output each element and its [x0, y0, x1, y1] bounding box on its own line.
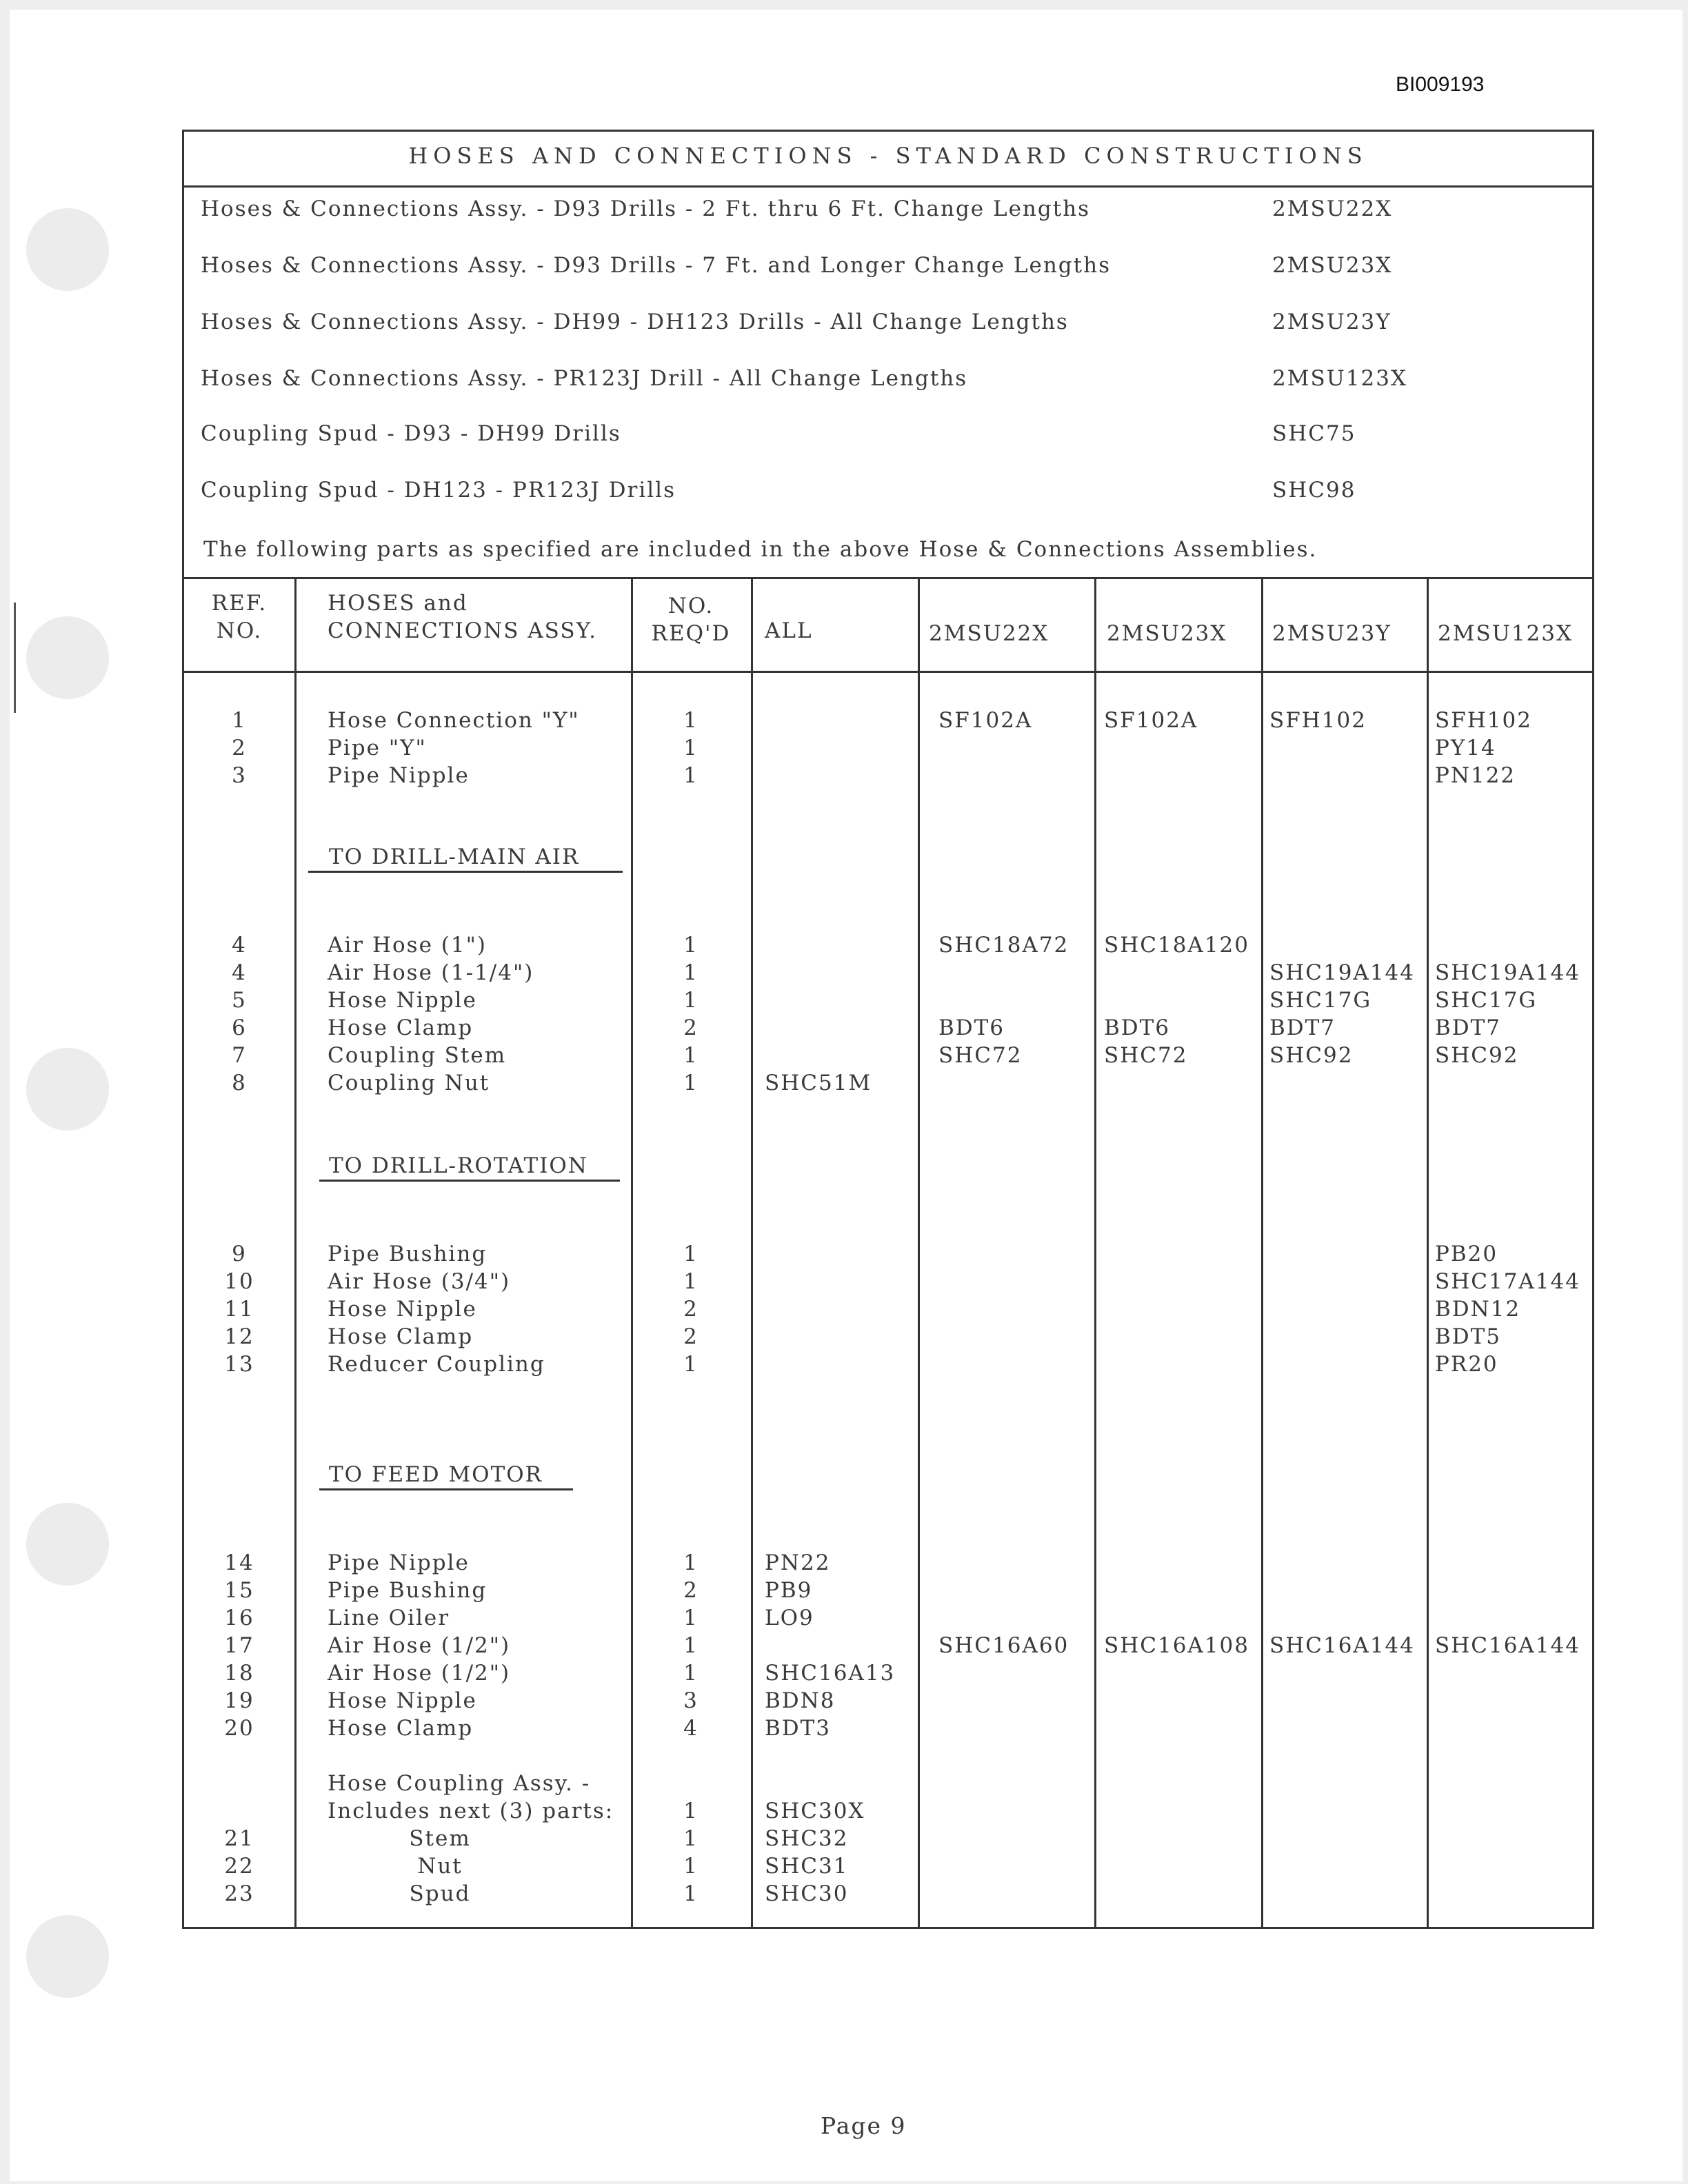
part-number-all: SHC31 — [765, 1854, 849, 1879]
ref-number: 17 — [224, 1633, 254, 1658]
ref-number: 10 — [224, 1269, 254, 1294]
ref-number: 8 — [232, 1071, 247, 1095]
part-number-c1: SHC18A72 — [938, 933, 1069, 958]
section-underline — [319, 1488, 573, 1490]
part-name: Coupling Nut — [328, 1071, 490, 1095]
ref-number: 6 — [232, 1015, 247, 1040]
header-2msu23x: 2MSU23X — [1107, 621, 1227, 646]
header-ref-no — [184, 589, 294, 645]
ref-number: 5 — [232, 988, 247, 1013]
part-number-all: SHC16A13 — [765, 1661, 896, 1686]
qty-required: 1 — [683, 736, 699, 760]
column-divider — [751, 577, 753, 1927]
part-name: Air Hose (1") — [328, 933, 487, 958]
qty-required: 1 — [683, 1826, 699, 1851]
column-divider — [918, 577, 920, 1927]
part-number-c1: SHC16A60 — [938, 1633, 1069, 1658]
part-name: Pipe Nipple — [328, 1550, 470, 1575]
part-name: Nut — [417, 1854, 463, 1879]
punch-hole-3 — [26, 1048, 109, 1131]
part-number-c3: SHC16A144 — [1269, 1633, 1415, 1658]
ref-number: 20 — [224, 1716, 254, 1741]
part-number-c4: SHC17A144 — [1435, 1269, 1580, 1294]
part-number-c4: BDT5 — [1435, 1324, 1502, 1349]
ref-number: 12 — [224, 1324, 254, 1349]
part-name: Reducer Coupling — [328, 1352, 545, 1377]
ref-number: 13 — [224, 1352, 254, 1377]
part-number-all: BDT3 — [765, 1716, 832, 1741]
header-2msu23y: 2MSU23Y — [1272, 621, 1391, 646]
part-number-c4: SHC19A144 — [1435, 960, 1580, 985]
part-number-c4: SHC92 — [1435, 1043, 1519, 1068]
qty-required: 1 — [683, 988, 699, 1013]
ref-number: 1 — [232, 708, 247, 733]
part-number-all: BDN8 — [765, 1688, 836, 1713]
part-number-all: PN22 — [765, 1550, 831, 1575]
part-name: Air Hose (3/4") — [328, 1269, 511, 1294]
ref-number: 19 — [224, 1688, 254, 1713]
part-name: Line Oiler — [328, 1606, 450, 1630]
title-divider — [184, 185, 1592, 188]
parts-table-frame — [182, 130, 1594, 1929]
qty-required: 2 — [683, 1297, 699, 1322]
header-ref-line1: REF. — [211, 591, 268, 616]
ref-number: 4 — [232, 933, 247, 958]
part-number-c2: SHC18A120 — [1104, 933, 1249, 958]
header-assembly — [328, 589, 597, 645]
qty-required: 3 — [683, 1688, 699, 1713]
assembly-code: SHC75 — [1272, 421, 1356, 446]
qty-required: 1 — [683, 1071, 699, 1095]
qty-required: 1 — [683, 1352, 699, 1377]
part-number-c4: BDN12 — [1435, 1297, 1521, 1322]
header-qty-line2: REQ'D — [651, 621, 731, 646]
part-number-c1: SF102A — [938, 708, 1033, 733]
part-name: Hose Connection "Y" — [328, 708, 580, 733]
part-name: Includes next (3) parts: — [328, 1799, 614, 1823]
qty-required: 1 — [683, 1606, 699, 1630]
ref-number: 15 — [224, 1578, 254, 1603]
page-number: Page 9 — [821, 2112, 907, 2139]
part-number-all: SHC32 — [765, 1826, 849, 1851]
assembly-code: 2MSU23Y — [1272, 310, 1391, 334]
qty-required: 2 — [683, 1324, 699, 1349]
assembly-description: Hoses & Connections Assy. - DH99 - DH123 Drills - All Change Lengths — [201, 310, 1069, 334]
part-number-all: SHC30 — [765, 1881, 849, 1906]
part-name: Pipe Nipple — [328, 763, 470, 788]
document-id: BI009193 — [1396, 73, 1485, 96]
part-number-c4: PY14 — [1435, 736, 1496, 760]
part-number-c3: BDT7 — [1269, 1015, 1336, 1040]
qty-required: 1 — [683, 1881, 699, 1906]
part-number-c2: BDT6 — [1104, 1015, 1171, 1040]
header-divider — [184, 671, 1592, 673]
header-qty-line1: NO. — [667, 594, 714, 618]
ref-number: 3 — [232, 763, 247, 788]
ref-number: 18 — [224, 1661, 254, 1686]
section-heading-main-air: TO DRILL-MAIN AIR — [329, 845, 580, 869]
qty-required: 1 — [683, 1661, 699, 1686]
part-number-c3: SFH102 — [1269, 708, 1367, 733]
part-name: Hose Clamp — [328, 1324, 474, 1349]
ref-number: 11 — [224, 1297, 254, 1322]
assembly-description: Hoses & Connections Assy. - D93 Drills - 2 Ft. thru 6 Ft. Change Lengths — [201, 196, 1091, 221]
qty-required: 1 — [683, 1043, 699, 1068]
part-number-c3: SHC17G — [1269, 988, 1372, 1013]
header-assy-line2: CONNECTIONS ASSY. — [328, 618, 597, 643]
part-number-c4: BDT7 — [1435, 1015, 1502, 1040]
part-number-all: PB9 — [765, 1578, 813, 1603]
ref-number: 21 — [224, 1826, 254, 1851]
assembly-code: 2MSU123X — [1272, 366, 1408, 391]
header-qty — [631, 592, 751, 647]
section-heading-feed-motor: TO FEED MOTOR — [329, 1462, 543, 1487]
assembly-description: Coupling Spud - D93 - DH99 Drills — [201, 421, 621, 446]
part-number-c4: SHC17G — [1435, 988, 1538, 1013]
part-name: Spud — [409, 1881, 471, 1906]
part-number-c4: PN122 — [1435, 763, 1516, 788]
ref-number: 7 — [232, 1043, 247, 1068]
ref-number: 9 — [232, 1242, 247, 1266]
qty-required: 1 — [683, 933, 699, 958]
part-number-c4: PR20 — [1435, 1352, 1498, 1377]
part-number-all: SHC30X — [765, 1799, 865, 1823]
part-name: Air Hose (1/2") — [328, 1633, 511, 1658]
column-divider — [294, 577, 297, 1927]
part-name: Hose Coupling Assy. - — [328, 1771, 591, 1796]
parts-grid-top-border — [184, 577, 1592, 579]
binding-mark — [14, 603, 16, 713]
section-heading-rotation: TO DRILL-ROTATION — [329, 1153, 588, 1178]
column-divider — [1094, 577, 1096, 1927]
part-name: Air Hose (1-1/4") — [328, 960, 534, 985]
part-name: Hose Clamp — [328, 1015, 474, 1040]
punch-hole-1 — [26, 208, 109, 291]
header-2msu22x: 2MSU22X — [929, 621, 1049, 646]
part-name: Air Hose (1/2") — [328, 1661, 511, 1686]
qty-required: 1 — [683, 763, 699, 788]
column-divider — [1261, 577, 1263, 1927]
assembly-code: SHC98 — [1272, 478, 1356, 503]
ref-number: 23 — [224, 1881, 254, 1906]
assembly-description: Hoses & Connections Assy. - PR123J Drill - All Change Lengths — [201, 366, 968, 391]
part-name: Pipe "Y" — [328, 736, 427, 760]
section-underline — [319, 1180, 620, 1182]
qty-required: 2 — [683, 1015, 699, 1040]
part-number-c3: SHC92 — [1269, 1043, 1354, 1068]
part-name: Pipe Bushing — [328, 1242, 488, 1266]
part-number-c2: SF102A — [1104, 708, 1198, 733]
part-number-c3: SHC19A144 — [1269, 960, 1415, 985]
qty-required: 1 — [683, 1633, 699, 1658]
qty-required: 2 — [683, 1578, 699, 1603]
qty-required: 1 — [683, 1242, 699, 1266]
punch-hole-4 — [26, 1503, 109, 1586]
part-name: Hose Nipple — [328, 1688, 477, 1713]
header-ref-line2: NO. — [216, 618, 263, 643]
header-assy-line1: HOSES and — [328, 591, 468, 616]
punch-hole-2 — [26, 616, 109, 699]
qty-required: 1 — [683, 1854, 699, 1879]
ref-number: 16 — [224, 1606, 254, 1630]
part-number-c1: SHC72 — [938, 1043, 1023, 1068]
part-number-all: LO9 — [765, 1606, 814, 1630]
part-number-c2: SHC16A108 — [1104, 1633, 1249, 1658]
qty-required: 1 — [683, 708, 699, 733]
ref-number: 4 — [232, 960, 247, 985]
part-name: Hose Clamp — [328, 1716, 474, 1741]
qty-required: 1 — [683, 1269, 699, 1294]
section-underline — [308, 871, 623, 873]
part-number-c4: SFH102 — [1435, 708, 1532, 733]
ref-number: 2 — [232, 736, 247, 760]
assembly-description: Hoses & Connections Assy. - D93 Drills - 7 Ft. and Longer Change Lengths — [201, 253, 1111, 278]
header-all: ALL — [765, 618, 813, 643]
part-number-c4: PB20 — [1435, 1242, 1498, 1266]
table-title: HOSES AND CONNECTIONS - STANDARD CONSTRUCTIONS — [408, 143, 1368, 169]
column-divider — [1427, 577, 1429, 1927]
part-number-c4: SHC16A144 — [1435, 1633, 1580, 1658]
ref-number: 22 — [224, 1854, 254, 1879]
part-name: Stem — [409, 1826, 471, 1851]
part-name: Pipe Bushing — [328, 1578, 488, 1603]
assembly-code: 2MSU23X — [1272, 253, 1393, 278]
part-number-c2: SHC72 — [1104, 1043, 1188, 1068]
qty-required: 1 — [683, 1550, 699, 1575]
assembly-description: Coupling Spud - DH123 - PR123J Drills — [201, 478, 676, 503]
ref-number: 14 — [224, 1550, 254, 1575]
punch-hole-5 — [26, 1915, 109, 1998]
inclusion-note: The following parts as specified are included in the above Hose & Connections Assemblies. — [203, 537, 1318, 562]
part-name: Hose Nipple — [328, 988, 477, 1013]
part-number-c1: BDT6 — [938, 1015, 1005, 1040]
qty-required: 1 — [683, 960, 699, 985]
qty-required: 1 — [683, 1799, 699, 1823]
part-name: Coupling Stem — [328, 1043, 507, 1068]
header-2msu123x: 2MSU123X — [1438, 621, 1574, 646]
part-number-all: SHC51M — [765, 1071, 872, 1095]
qty-required: 4 — [683, 1716, 699, 1741]
assembly-code: 2MSU22X — [1272, 196, 1393, 221]
part-name: Hose Nipple — [328, 1297, 477, 1322]
